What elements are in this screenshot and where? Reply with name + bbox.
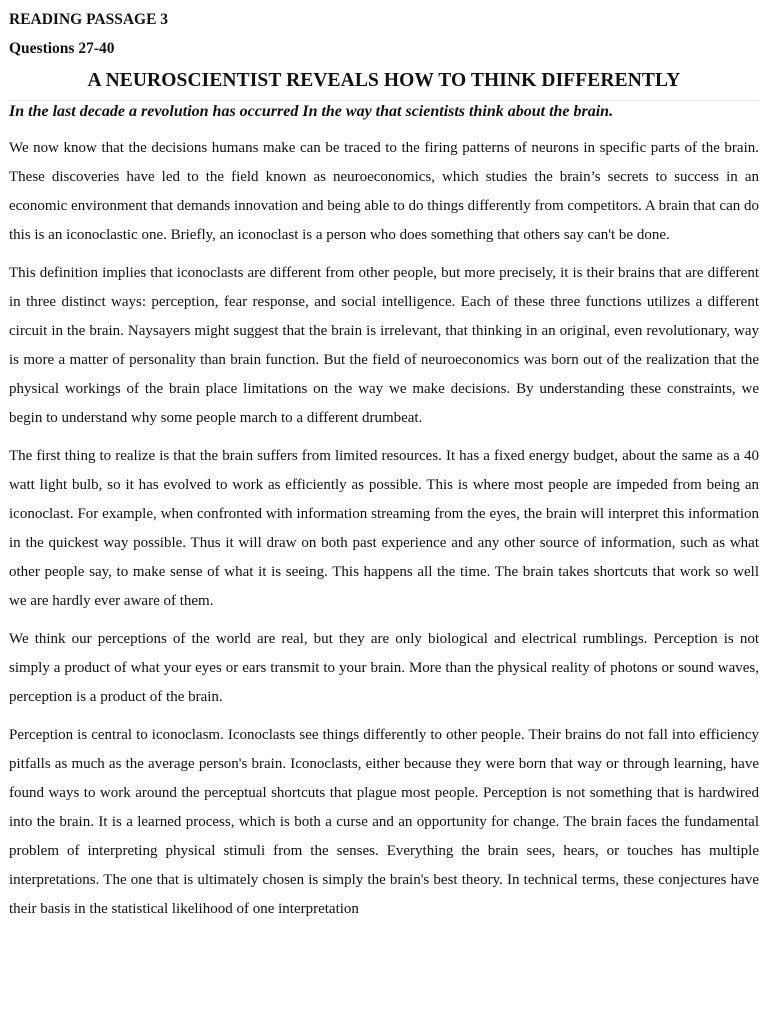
paragraph-5: Perception is central to iconoclasm. Iconoclasts see things differently to other people. Their brains do not fall into efficiency pitfalls as much as the average person's brain. Iconoclasts, either because they were born that way or through learning, have found ways to work around the perceptual shortcuts that plague most people. Perception is not something that is hardwired into the brain. It is a learned process, which is both a curse and an opportunity for change. The brain faces the fundamental problem of interpreting physical stimuli from the senses. Everything the brain sees, hears, or touches has multiple interpretations. The one that is ultimately chosen is simply the brain's best theory. In technical terms, these conjectures have their basis in the statistical likelihood of one interpretation — [9, 727, 759, 917]
article-subtitle: In the last decade a revolution has occurred In the way that scientists think about the brain. — [9, 103, 614, 120]
paragraph-4: We think our perceptions of the world are real, but they are only biological and electrical rumblings. Perception is not simply a product of what your eyes or ears transmit to your brain. More than the physical reality of photons or sound waves, perception is a product of the brain. — [9, 631, 759, 705]
questions-label: Questions 27-40 — [9, 40, 115, 57]
article-title: A NEUROSCIENTIST REVEALS HOW TO THINK DIFFERENTLY — [87, 70, 681, 91]
paragraph-2: This definition implies that iconoclasts are different from other people, but more precisely, it is their brains that are different in three distinct ways: perception, fear response, and social intelligence. Each of these three functions utilizes a different circuit in the brain. Naysayers might suggest that the brain is irrelevant, that thinking in an original, even revolutionary, way is more a matter of personality than brain function. But the field of neuroeconomics was born out of the realization that the physical workings of the brain place limitations on the way we make decisions. By understanding these constraints, we begin to understand why some people march to a different drumbeat. — [9, 265, 759, 426]
passage-label: READING PASSAGE 3 — [9, 11, 169, 28]
paragraph-1: We now know that the decisions humans make can be traced to the firing patterns of neurons in specific parts of the brain. These discoveries have led to the field known as neuroeconomics, which studies the brain’s secrets to success in an economic environment that demands innovation and being able to do things differently from competitors. A brain that can do this is an iconoclastic one. Briefly, an iconoclast is a person who does something that others say can't be done. — [9, 140, 759, 243]
document-page — [9, 0, 759, 924]
paragraph-3: The first thing to realize is that the brain suffers from limited resources. It has a fixed energy budget, about the same as a 40 watt light bulb, so it has evolved to work as efficiently as possible. This is where most people are impeded from being an iconoclast. For example, when confronted with information streaming from the eyes, the brain will interpret this information in the quickest way possible. Thus it will draw on both past experience and any other source of information, such as what other people say, to make sense of what it is seeing. This happens all the time. The brain takes shortcuts that work so well we are hardly ever aware of them. — [9, 448, 759, 609]
